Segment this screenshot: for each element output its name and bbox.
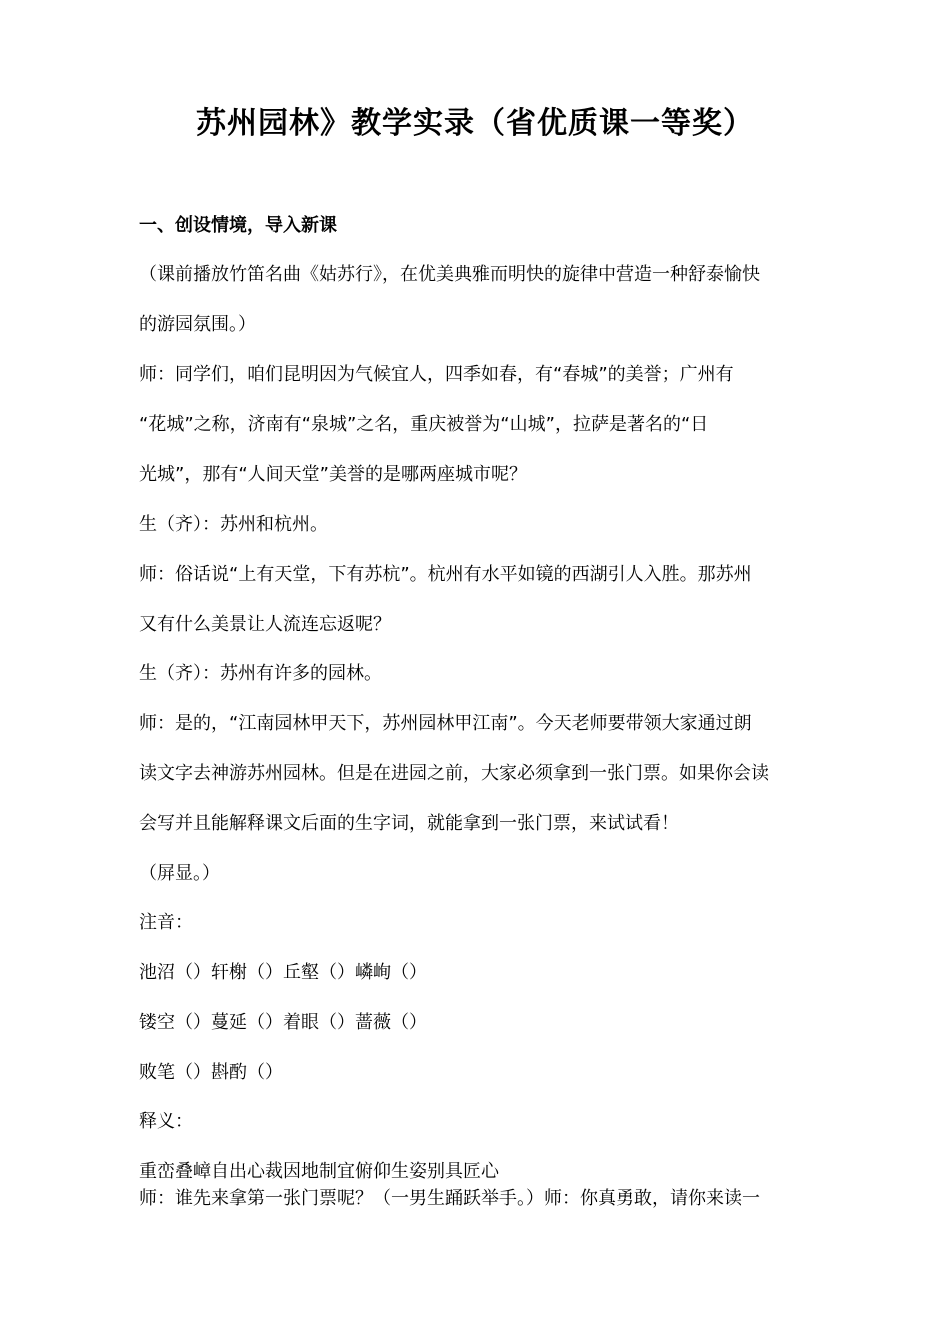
body-line: “花城”之称，济南有“泉城”之名，重庆被誉为“山城”，拉萨是著名的“日 <box>139 414 709 435</box>
body-line: 读文字去神游苏州园林。但是在进园之前，大家必须拿到一张门票。如果你会读 <box>139 763 769 784</box>
body-line: 池沼（）轩榭（）丘壑（）嶙峋（） <box>139 962 427 983</box>
body-line: 师：是的，“江南园林甲天下，苏州园林甲江南”。今天老师要带领大家通过朗 <box>139 713 752 734</box>
body-line: 的游园氛围。） <box>139 314 256 335</box>
body-line: 光城”，那有“人间天堂”美誉的是哪两座城市呢？ <box>139 464 527 485</box>
body-line: 生（齐）：苏州有许多的园林。 <box>139 663 382 684</box>
body-line: 又有什么美景让人流连忘返呢？ <box>139 614 391 635</box>
section-heading: 一、创设情境，导入新课 <box>139 215 337 236</box>
body-line: 败笔（）斟酌（） <box>139 1062 283 1083</box>
document-title: 苏州园林》教学实录（省优质课一等奖） <box>196 106 754 141</box>
body-line: （课前播放竹笛名曲《姑苏行》，在优美典雅而明快的旋律中营造一种舒泰愉快 <box>139 264 760 285</box>
body-line: （屏显。） <box>139 863 220 884</box>
body-line: 重峦叠嶂自出心裁因地制宜俯仰生姿别具匠心 <box>139 1161 499 1182</box>
body-line: 师：谁先来拿第一张门票呢？（一男生踊跃举手。）师：你真勇敢，请你来读一 <box>139 1188 760 1209</box>
body-line: 师：同学们，咱们昆明因为气候宜人，四季如春，有“春城”的美誉；广州有 <box>139 364 734 385</box>
body-line: 师：俗话说“上有天堂，下有苏杭”。杭州有水平如镜的西湖引人入胜。那苏州 <box>139 564 752 585</box>
body-line: 会写并且能解释课文后面的生字词，就能拿到一张门票，来试试看！ <box>139 813 679 834</box>
body-line: 注音： <box>139 912 193 933</box>
body-line: 生（齐）：苏州和杭州。 <box>139 514 328 535</box>
body-line: 释义： <box>139 1111 193 1132</box>
body-line: 镂空（）蔓延（）着眼（）蔷薇（） <box>139 1012 427 1033</box>
